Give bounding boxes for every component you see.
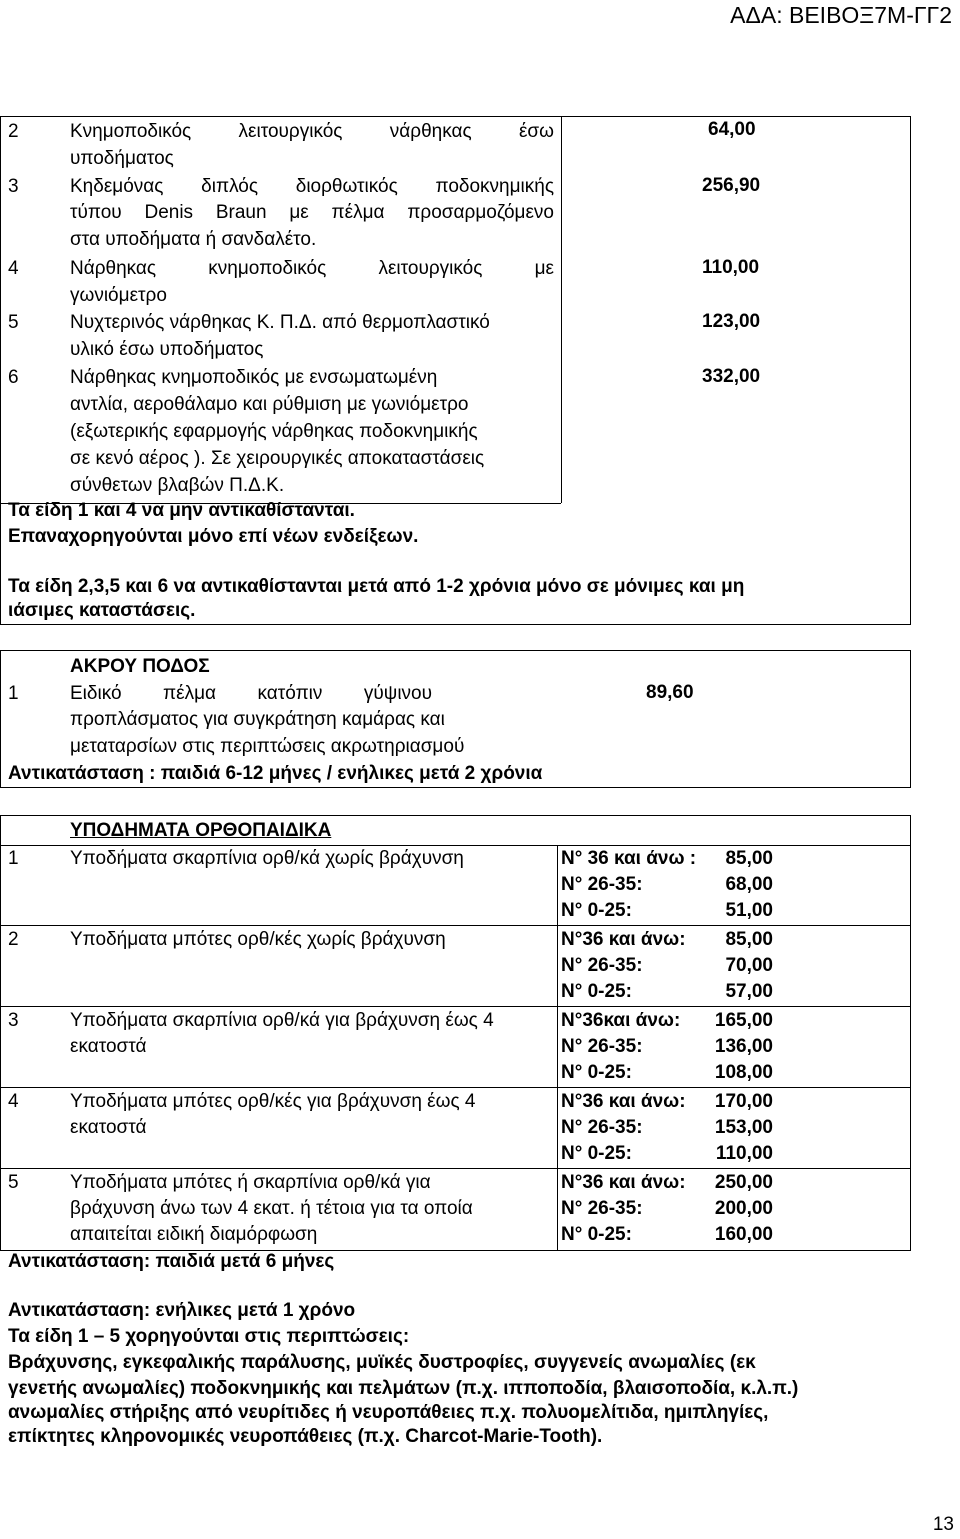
size-price: 165,00 <box>714 1010 773 1031</box>
page-number: 13 <box>932 1514 954 1535</box>
size-price: 68,00 <box>725 874 773 895</box>
size-label: Ν°36 και άνω: <box>561 929 686 950</box>
item-price: 256,90 <box>702 175 761 196</box>
item-description-line: τύπου Denis Braun με πέλμα προσαρμοζόμενο <box>70 202 554 223</box>
indications-text: Βράχυνσης, εγκεφαλικής παράλυσης, μυϊκές δυστροφίες, συγγενείς ανωμαλίες (εκ <box>8 1352 756 1373</box>
shoe-item-description: Υποδήματα μπότες ορθ/κές χωρίς βράχυνση <box>70 929 446 950</box>
shoe-item-description: Υποδήματα μπότες ορθ/κές για βράχυνση έως 4 <box>70 1091 476 1112</box>
item-number: 3 <box>8 176 19 197</box>
size-price: 160,00 <box>714 1224 773 1245</box>
size-label: Ν° 26-35: <box>561 1198 643 1219</box>
item-number: 4 <box>8 258 19 279</box>
shoe-item-description: εκατοστά <box>70 1117 147 1138</box>
akrou-item-number: 1 <box>8 683 19 704</box>
item-price: 332,00 <box>702 366 761 387</box>
section1-column-divider <box>561 116 562 503</box>
shoes-row-divider <box>0 1168 911 1169</box>
akrou-replacement: Αντικατάσταση : παιδιά 6-12 μήνες / ενήλικες μετά 2 χρόνια <box>8 763 543 784</box>
note-resupply: Επαναχορηγούνται μόνο επί νέων ενδείξεων. <box>8 526 419 547</box>
size-label: Ν° 0-25: <box>561 1062 632 1083</box>
item-description-line: γωνιόμετρο <box>70 285 167 306</box>
shoe-item-number: 4 <box>8 1091 19 1112</box>
size-price: 51,00 <box>725 900 773 921</box>
item-description-line: υποδήματος <box>70 148 174 169</box>
shoe-item-number: 2 <box>8 929 19 950</box>
akrou-description-line: μεταταρσίων στις περιπτώσεις ακρωτηριασμού <box>70 736 465 757</box>
shoes-row-divider <box>0 925 911 926</box>
item-number: 5 <box>8 312 19 333</box>
shoe-item-number: 1 <box>8 848 19 869</box>
shoe-item-description: εκατοστά <box>70 1036 147 1057</box>
akrou-description-line: Ειδικό πέλμα κατόπιν γύψινου <box>70 683 432 704</box>
size-price: 70,00 <box>725 955 773 976</box>
shoes-column-divider <box>557 845 558 1251</box>
shoe-item-number: 5 <box>8 1172 19 1193</box>
size-price: 110,00 <box>715 1143 773 1164</box>
item-description-line: Νάρθηκας κνημοποδικός με ενσωματωμένη <box>70 367 438 388</box>
size-price: 136,00 <box>714 1036 773 1057</box>
item-description-line: Κηδεμόνας διπλός διορθωτικός ποδοκνημικής <box>70 176 554 197</box>
item-price: 123,00 <box>702 311 761 332</box>
shoes-title: ΥΠΟΔΗΜΑΤΑ ΟΡΘΟΠΑΙΔΙΚΑ <box>70 820 332 841</box>
size-price: 108,00 <box>714 1062 773 1083</box>
size-price: 85,00 <box>725 929 773 950</box>
document-code: ΑΔΑ: ΒΕΙΒΟΞ7Μ-ΓΓ2 <box>730 2 952 28</box>
size-label: Ν°36και άνω: <box>561 1010 681 1031</box>
replacement-adults: Αντικατάσταση: ενήλικες μετά 1 χρόνο <box>8 1300 356 1321</box>
size-price: 153,00 <box>714 1117 773 1138</box>
shoe-item-description: απαιτείται ειδική διαμόρφωση <box>70 1224 318 1245</box>
item-price: 110,00 <box>702 257 760 278</box>
shoe-item-description: Υποδήματα μπότες ή σκαρπίνια ορθ/κά για <box>70 1172 431 1193</box>
size-price: 57,00 <box>725 981 773 1002</box>
note-replacement-period-cont: ιάσιμες καταστάσεις. <box>8 600 196 621</box>
size-label: Ν° 0-25: <box>561 900 632 921</box>
indications-text: γενετής ανωμαλίες) ποδοκνημικής και πελμάτων (π.χ. ιπποποδία, βλαισοποδία, κ.λ.π.) <box>8 1378 799 1399</box>
size-label: Ν°36 και άνω: <box>561 1172 686 1193</box>
size-price: 170,00 <box>714 1091 773 1112</box>
size-label: Ν° 0-25: <box>561 1224 632 1245</box>
size-label: Ν° 36 και άνω : <box>561 848 697 869</box>
item-description-line: σύνθετων βλαβών Π.Δ.Κ. <box>70 475 285 496</box>
shoes-row-divider <box>0 1006 911 1007</box>
size-label: Ν° 0-25: <box>561 1143 632 1164</box>
indications-text: επίκτητες κληρονομικές νευροπάθειες (π.χ. Charcot-Marie-Tooth). <box>8 1426 603 1447</box>
item-description-line: αντλία, αεροθάλαμο και ρύθμιση με γωνιόμετρο <box>70 394 469 415</box>
item-description-line: Νυχτερινός νάρθηκας Κ. Π.Δ. από θερμοπλαστικό <box>70 312 490 333</box>
item-description-line: Νάρθηκας κνημοποδικός λειτουργικός με <box>70 258 554 279</box>
item-price: 64,00 <box>708 119 756 140</box>
item-number: 6 <box>8 367 19 388</box>
akrou-description-line: προπλάσματος για συγκράτηση καμάρας και <box>70 709 445 730</box>
shoes-row-divider <box>0 1087 911 1088</box>
size-label: Ν° 26-35: <box>561 874 643 895</box>
shoe-item-description: Υποδήματα σκαρπίνια ορθ/κά για βράχυνση έως 4 <box>70 1010 494 1031</box>
size-label: Ν°36 και άνω: <box>561 1091 686 1112</box>
size-label: Ν° 26-35: <box>561 1036 643 1057</box>
note-no-replacement: Τα είδη 1 και 4 να μην αντικαθίστανται. <box>8 500 355 521</box>
size-label: Ν° 26-35: <box>561 955 643 976</box>
indications-heading: Τα είδη 1 – 5 χορηγούνται στις περιπτώσεις: <box>8 1326 410 1347</box>
size-label: Ν° 26-35: <box>561 1117 643 1138</box>
shoe-item-number: 3 <box>8 1010 19 1031</box>
shoes-replacement-children: Αντικατάσταση: παιδιά μετά 6 μήνες <box>8 1251 335 1272</box>
size-price: 85,00 <box>725 848 773 869</box>
indications-text: ανωμαλίες στήριξης από νευρίτιδες ή νευροπάθειες π.χ. πολυομελίτιδα, ημιπληγίες, <box>8 1402 769 1423</box>
item-description-line: Κνημοποδικός λειτουργικός νάρθηκας έσω <box>70 121 554 142</box>
item-description-line: (εξωτερικής εφαρμογής νάρθηκας ποδοκνημικής <box>70 421 478 442</box>
size-price: 250,00 <box>714 1172 773 1193</box>
note-replacement-period: Τα είδη 2,3,5 και 6 να αντικαθίστανται μετά από 1-2 χρόνια μόνο σε μόνιμες και μη <box>8 576 745 597</box>
shoe-item-description: βράχυνση άνω των 4 εκατ. ή τέτοια για τα οποία <box>70 1198 473 1219</box>
size-price: 200,00 <box>714 1198 773 1219</box>
akrou-price: 89,60 <box>646 682 694 703</box>
item-description-line: υλικό έσω υποδήματος <box>70 339 264 360</box>
item-number: 2 <box>8 121 19 142</box>
shoe-item-description: Υποδήματα σκαρπίνια ορθ/κά χωρίς βράχυνση <box>70 848 464 869</box>
akrou-title: ΑΚΡΟΥ ΠΟΔΟΣ <box>70 656 210 677</box>
item-description-line: σε κενό αέρος ). Σε χειρουργικές αποκαταστάσεις <box>70 448 485 469</box>
item-description-line: στα υποδήματα ή σανδαλέτο. <box>70 229 317 250</box>
size-label: Ν° 0-25: <box>561 981 632 1002</box>
